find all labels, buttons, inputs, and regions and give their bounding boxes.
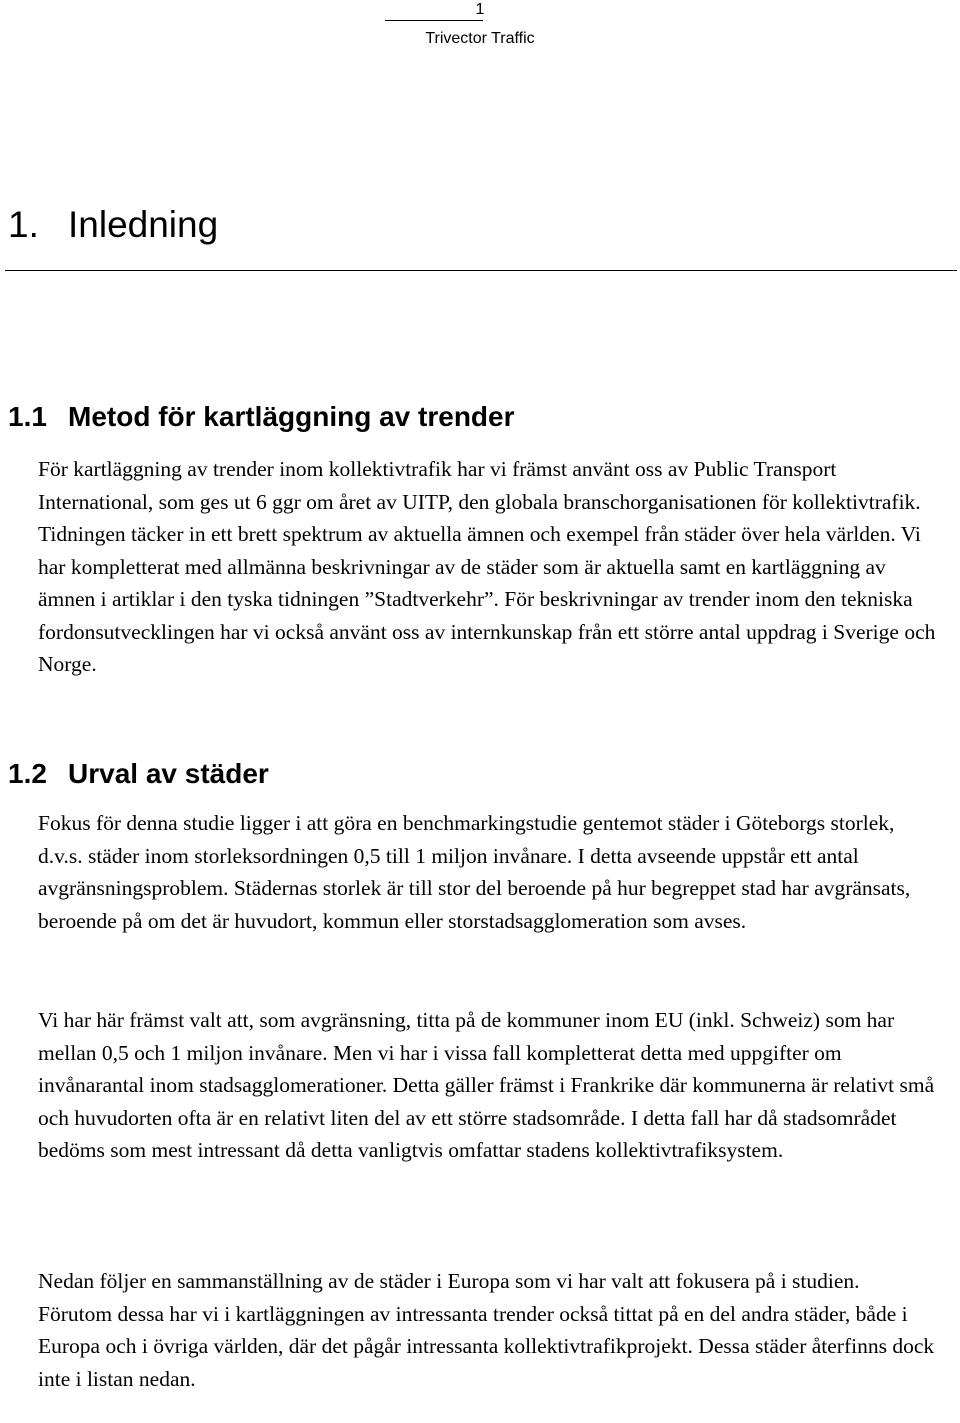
section-number: 1.1 (8, 401, 47, 432)
section-title-text: Metod för kartläggning av trender (68, 401, 515, 432)
section-title-1-2 (8, 756, 269, 792)
chapter-title (8, 202, 218, 248)
page-number: 1 (475, 1, 485, 18)
section-title-1-1 (8, 399, 515, 435)
chapter-number: 1. (8, 204, 39, 245)
chapter-title-text: Inledning (68, 204, 219, 245)
paragraph: Vi har här främst valt att, som avgränsning, titta på de kommuner inom EU (inkl. Schweiz) som har mellan 0,5 och 1 miljon invånare. Men vi har i vissa fall kompletterat detta med uppgifter om invånarantal inom stadsagglomerationer. Detta gäller främst i Frankrike där kommunerna är relativt små och huvudorten ofta är en relativt liten del av ett större stadsområde. I detta fall har då stadsområdet bedöms som mest intressant då detta vanligtvis omfattar stadens kollektivtrafiksystem. (38, 1008, 935, 1162)
chapter-rule (5, 270, 957, 271)
header-rule (385, 20, 483, 21)
paragraph: Nedan följer en sammanställning av de städer i Europa som vi har valt att fokusera på i studien. Förutom dessa har vi i kartläggningen av intressanta trender också tittat på en del andra städer, både i Europa och i övriga världen, där det pågår intressanta kollektivtrafikprojekt. Dessa städer återfinns dock inte i listan nedan. (38, 1269, 935, 1391)
paragraph: Fokus för denna studie ligger i att göra en benchmarkingstudie gentemot städer i Göteborgs storlek, d.v.s. städer inom storleksordningen 0,5 till 1 miljon invånare. I detta avseende uppstår ett antal avgränsningsproblem. Städernas storlek är till stor del beroende på hur begreppet stad har avgränsats, beroende på om det är huvudort, kommun eller storstadsagglomeration som avses. (38, 811, 911, 933)
paragraph: För kartläggning av trender inom kollektivtrafik har vi främst använt oss av Public Transport International, som ges ut 6 ggr om året av UITP, den globala branschorganisationen för kollektivtrafik. Tidningen täcker in ett brett spektrum av aktuella ämnen och exempel från städer över hela världen. Vi har kompletterat med allmänna beskrivningar av de städer som är aktuella samt en kartläggning av ämnen i artiklar i den tyska tidningen ”Stadtverkehr”. För beskrivningar av trender inom den tekniska fordonsutvecklingen har vi också använt oss av internkunskap från ett större antal uppdrag i Sverige och Norge. (38, 457, 936, 676)
section-title-text: Urval av städer (68, 758, 269, 789)
organization-name: Trivector Traffic (425, 30, 535, 47)
section-number: 1.2 (8, 758, 47, 789)
